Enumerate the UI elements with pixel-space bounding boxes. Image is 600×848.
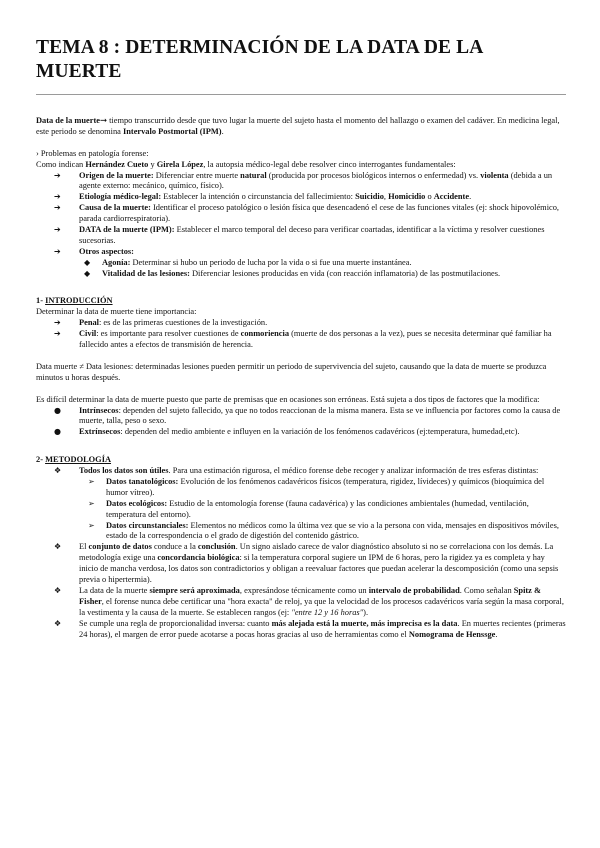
arrow-bullet-icon: ➔	[54, 225, 61, 235]
section2-heading: 2- METODOLOGÍA	[36, 455, 112, 465]
list-item: ❖ Se cumple una regla de proporcionalidad inversa: cuanto más alejada está la muerte, más imprecisa es la data. En muertes recientes (primeras 24 horas), el margen de error puede acotarse a pocas horas gracias al uso de herramientas como el Nomograma de Henssge.	[54, 618, 566, 639]
diamond-bullet-icon: ◆	[84, 257, 91, 267]
four-diamond-icon: ❖	[54, 466, 62, 476]
section1-heading: 1- INTRODUCCIÓN	[36, 296, 113, 306]
sub-list-item: ➢ Datos circunstanciales: Elementos no médicos como la última vez que se vio a la persona con vida, mensajes en dispositivos móviles, estado de la correspondencia o el grado de digestión del contenido gástrico.	[88, 520, 559, 541]
arrowhead-icon: ➢	[88, 498, 95, 508]
arrow-bullet-icon: ➔	[54, 318, 61, 328]
section1-list	[36, 318, 566, 351]
sub-list-item: ◆ Vitalidad de las lesiones: Diferenciar lesiones producidas en vida (con reacción inflamatoria) de las postmutilaciones.	[84, 268, 501, 278]
problems-heading: › Problemas en patología forense:	[36, 148, 149, 158]
section1-paragraph: Data muerte ≠ Data lesiones: determinadas lesiones pueden permitir un periodo de supervivencia del sujeto, causando que la data de muerte se produzca minutos u horas después.	[36, 361, 547, 382]
section1-lead: Determinar la data de muerte tiene importancia:	[36, 307, 197, 317]
list-item: ➔ Civil: es importante para resolver cuestiones de conmoriencia (muerte de dos personas a la vez), pues se necesita determinar qué familiar ha fallecido antes a efectos de transmisión de herencia.	[54, 329, 552, 350]
list-item: ● Intrínsecos: dependen del sujeto fallecido, ya que no todos reaccionan de la misma manera. Esta se ve influencia por factores como la causa de muerte, talla, peso o sexo.	[54, 405, 561, 426]
sub-list-item: ➢ Datos tanatológicos: Evolución de los fenómenos cadavéricos físicos (temperatura, rigidez, lívideces) y químicos (bioquímica del humor vítreo).	[88, 476, 545, 497]
list-item: ➔ Causa de la muerte: Identificar el proceso patológico o lesión física que desencadenó el cese de las funciones vitales (ej: shock hipovolémico, parada cardiorrespiratoria).	[54, 203, 560, 224]
intro-paragraph: Data de la muerte➞ tiempo transcurrido desde que tuvo lugar la muerte del sujeto hasta el momento del hallazgo o examen del cadáver. En medicina legal, este periodo se denomina Intervalo Postmortal (IPM).	[36, 116, 560, 136]
list-item: ➔ Origen de la muerte: Diferenciar entre muerte natural (producida por procesos biológicos internos o enfermedad) vs. violenta (debida a un agente externo: mecánico, químico, físico).	[54, 170, 553, 191]
arrow-bullet-icon: ➔	[54, 329, 61, 339]
factors-list	[36, 406, 566, 439]
document-body	[36, 116, 566, 641]
page-title: TEMA 8 : DETERMINACIÓN DE LA DATA DE LA MUERTE	[36, 37, 483, 82]
dot-bullet-icon: ●	[54, 427, 61, 437]
list-item: ➔ Etiología médico-legal: Establecer la intención o circunstancia del fallecimiento: Suicidio, Homicidio o Accidente.	[54, 192, 472, 202]
four-diamond-icon: ❖	[54, 542, 62, 552]
arrow-icon: ➞	[99, 116, 107, 125]
four-diamond-icon: ❖	[54, 585, 62, 595]
section2-list	[36, 466, 566, 641]
title-divider	[36, 94, 566, 95]
arrowhead-icon: ➢	[88, 476, 95, 486]
problems-list	[36, 171, 566, 280]
list-item: ❖ La data de la muerte siempre será aproximada, expresándose técnicamente como un intervalo de probabilidad. Como señalan Spitz & Fisher, el forense nunca debe certificar una "hora exacta" de reloj, ya que la velocidad de los procesos cadavéricos varía según la masa corporal, la vestimenta y la causa de la muerte. Se establecen rangos (ej: "entre 12 y 16 horas").	[54, 585, 564, 617]
list-item: ➔ Otros aspectos:	[54, 246, 134, 256]
arrow-bullet-icon: ➔	[54, 192, 61, 202]
arrowhead-icon: ➢	[88, 520, 95, 530]
arrow-bullet-icon: ➔	[54, 246, 61, 256]
dot-bullet-icon: ●	[54, 405, 61, 415]
intro-term: Data de la muerte	[36, 116, 100, 125]
sub-list-item: ➢ Datos ecológicos: Estudio de la entomología forense (fauna cadavérica) y las condiciones ambientales (humedad, ventilación, temperatura del entorno).	[88, 498, 529, 519]
document-page	[36, 36, 566, 641]
arrow-bullet-icon: ➔	[54, 203, 61, 213]
diamond-bullet-icon: ◆	[84, 268, 91, 278]
list-item: ➔ DATA de la muerte (IPM): Establecer el marco temporal del deceso para verificar coartadas, identificar a la víctima y resolver cuestiones sucesorias.	[54, 225, 545, 245]
list-item: ● Extrínsecos: dependen del medio ambiente e influyen en la variación de los fenómenos cadavéricos (ej:temperatura, humedad,etc).	[54, 427, 520, 437]
list-item: ➔ Penal: es de las primeras cuestiones de la investigación.	[54, 318, 268, 328]
problems-lead: Como indican Hernández Cueto y Girela López, la autopsia médico-legal debe resolver cinco interrogantes fundamentales:	[36, 159, 456, 169]
sub-list-item: ◆ Agonía: Determinar si hubo un periodo de lucha por la vida o si fue una muerte instantánea.	[84, 257, 412, 267]
four-diamond-icon: ❖	[54, 618, 62, 628]
list-item: ❖ Todos los datos son útiles. Para una estimación rigurosa, el médico forense debe recoger y analizar información de tres esferas distintas:	[54, 466, 539, 476]
arrow-bullet-icon: ➔	[54, 170, 61, 180]
section1-paragraph: Es difícil determinar la data de muerte puesto que parte de premisas que en ocasiones son erróneas. Está sujeta a dos tipos de factores que la modifica:	[36, 394, 540, 404]
list-item: ❖ El conjunto de datos conduce a la conclusión. Un signo aislado carece de valor diagnóstico absoluto si no se correlaciona con los demás. La metodología exige una concordancia biológica: si la temperatura corporal sugiere un IPM de 6 horas, pero la rigidez ya es completa y hay inicio de mancha verdosa, los datos son contradictorios y obligan a reevaluar factores que puedan acelerar la descomposición (como una sepsis previa o hipertermia).	[54, 542, 559, 585]
